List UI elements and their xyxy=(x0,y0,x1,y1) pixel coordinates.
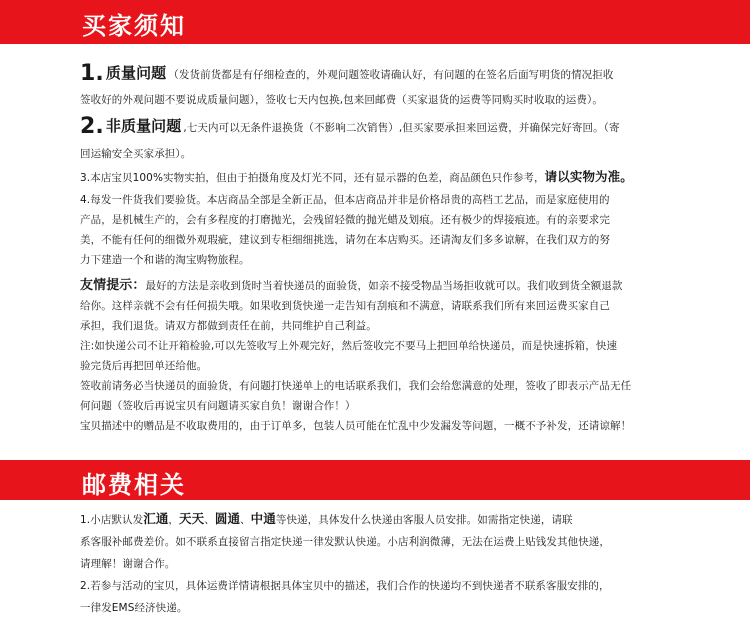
sign-line2: 何问题（签收后再说宝贝有问题请买家自负！谢谢合作！） xyxy=(80,400,356,412)
ship-sep3: 、 xyxy=(240,514,251,526)
item2-head: 非质量问题 xyxy=(105,117,182,135)
buyer-notice-section xyxy=(80,59,720,436)
item3-strong: 请以实物为准。 xyxy=(544,169,633,184)
tip-line2: 给你。这样亲就不会有任何损失哦。如果收到货快递一走告知有刮痕和不满意，请联系我们所有来回运费买家自己 xyxy=(80,300,610,312)
ship-sep2: 、 xyxy=(204,514,215,526)
shipping-banner xyxy=(0,460,750,500)
ship-item2-line2: 一律发EMS经济快递。 xyxy=(80,602,188,614)
note-line1: 注:如快递公司不让开箱检验,可以先签收写上外观完好，然后签收完不要马上把回单给快递员，而是快速拆箱，快速 xyxy=(80,340,618,352)
item1-line2: 签收好的外观问题不要说成质量问题），签收七天内包换,包来回邮费（买家退货的运费等同购买时收取的运费）。 xyxy=(80,94,603,106)
item2-line1 xyxy=(80,111,720,143)
ship-item1-line3: 请理解！谢谢合作。 xyxy=(80,558,176,570)
ship-item1-line1 xyxy=(80,508,720,531)
ship-item1-post: 等快递，具体发什么快递由客服人员安排。如需指定快递，请联 xyxy=(275,514,573,526)
item2-text: ,七天内可以无条件退换货（不影响二次销售）,但买家要承担来回运费，并确保完好寄回。（寄 xyxy=(183,122,620,134)
item4-line1: 4.每发一件货我们要验货。本店商品全部是全新正品，但本店商品并非是价格昂贵的高档工艺品，而是家庭使用的 xyxy=(80,194,610,206)
ship-item1-line2: 系客服补邮费差价。如不联系直接留言指定快递一律发默认快递。小店利润微薄，无法在运费上贴钱发其他快递， xyxy=(80,536,610,548)
item1-num: 1. xyxy=(80,61,104,86)
item1-text: （发货前货都是有仔细检查的，外观问题签收请确认好，有问题的在签名后面写明货的情况拒收 xyxy=(168,69,614,81)
buyer-notice-title: 买家须知 xyxy=(82,12,186,40)
tip-line3: 承担，我们退货。请双方都做到责任在前，共同维护自己利益。 xyxy=(80,320,377,332)
tip-text: 最好的方法是亲收到货时当着快递员的面验货，如亲不接受物品当场拒收就可以。我们收到货全额退款 xyxy=(145,280,623,292)
gift-line: 宝贝描述中的赠品是不收取费用的，由于订单多，包装人员可能在忙乱中少发漏发等问题，一概不予补发，还请谅解！ xyxy=(80,420,632,432)
item1-head: 质量问题 xyxy=(105,64,167,82)
item4-line4: 力下建造一个和谐的淘宝购物旅程。 xyxy=(80,254,250,266)
item4-line3: 美，不能有任何的细微外观瑕疵，建议到专柜细细挑选，请勿在本店购买。还请淘友们多多谅解，在我们双方的努 xyxy=(80,234,610,246)
courier-2: 天天 xyxy=(179,511,205,526)
item2-num: 2. xyxy=(80,114,104,139)
tip-label: 友情提示： xyxy=(80,278,146,293)
item1-line1 xyxy=(80,59,720,89)
courier-1: 汇通 xyxy=(143,511,169,526)
ship-item1-pre: 1.小店默认发 xyxy=(80,514,144,526)
buyer-notice-banner xyxy=(0,0,750,44)
ship-item2-line1: 2.若参与活动的宝贝，具体运费详情请根据具体宝贝中的描述，我们合作的快递均不到快递者不联系客服安排的， xyxy=(80,580,610,592)
tip-line1 xyxy=(80,276,720,296)
shipping-section xyxy=(80,508,720,619)
courier-3: 圆通 xyxy=(214,511,241,526)
sign-line1: 签收前请务必当快递员的面验货，有问题打快递单上的电话联系我们，我们会给您满意的处理，签收了即表示产品无任 xyxy=(80,380,632,392)
item3-line xyxy=(80,165,720,190)
ship-sep1: ， xyxy=(168,514,180,526)
item3-text: 3.本店宝贝100%实物实拍，但由于拍摄角度及灯光不同，还有显示器的色差，商品颜色只作参考， xyxy=(80,172,545,184)
item2-line2: 回运输安全买家承担）。 xyxy=(80,148,192,160)
item4-line2: 产品，是机械生产的，会有多程度的打磨抛光，会残留轻微的抛光蜡及划痕。还有极少的焊接痕迹。有的亲要求完 xyxy=(80,214,610,226)
courier-4: 中通 xyxy=(250,511,276,526)
shipping-title: 邮费相关 xyxy=(82,471,186,499)
note-line2: 验完货后再把回单还给他。 xyxy=(80,360,208,372)
